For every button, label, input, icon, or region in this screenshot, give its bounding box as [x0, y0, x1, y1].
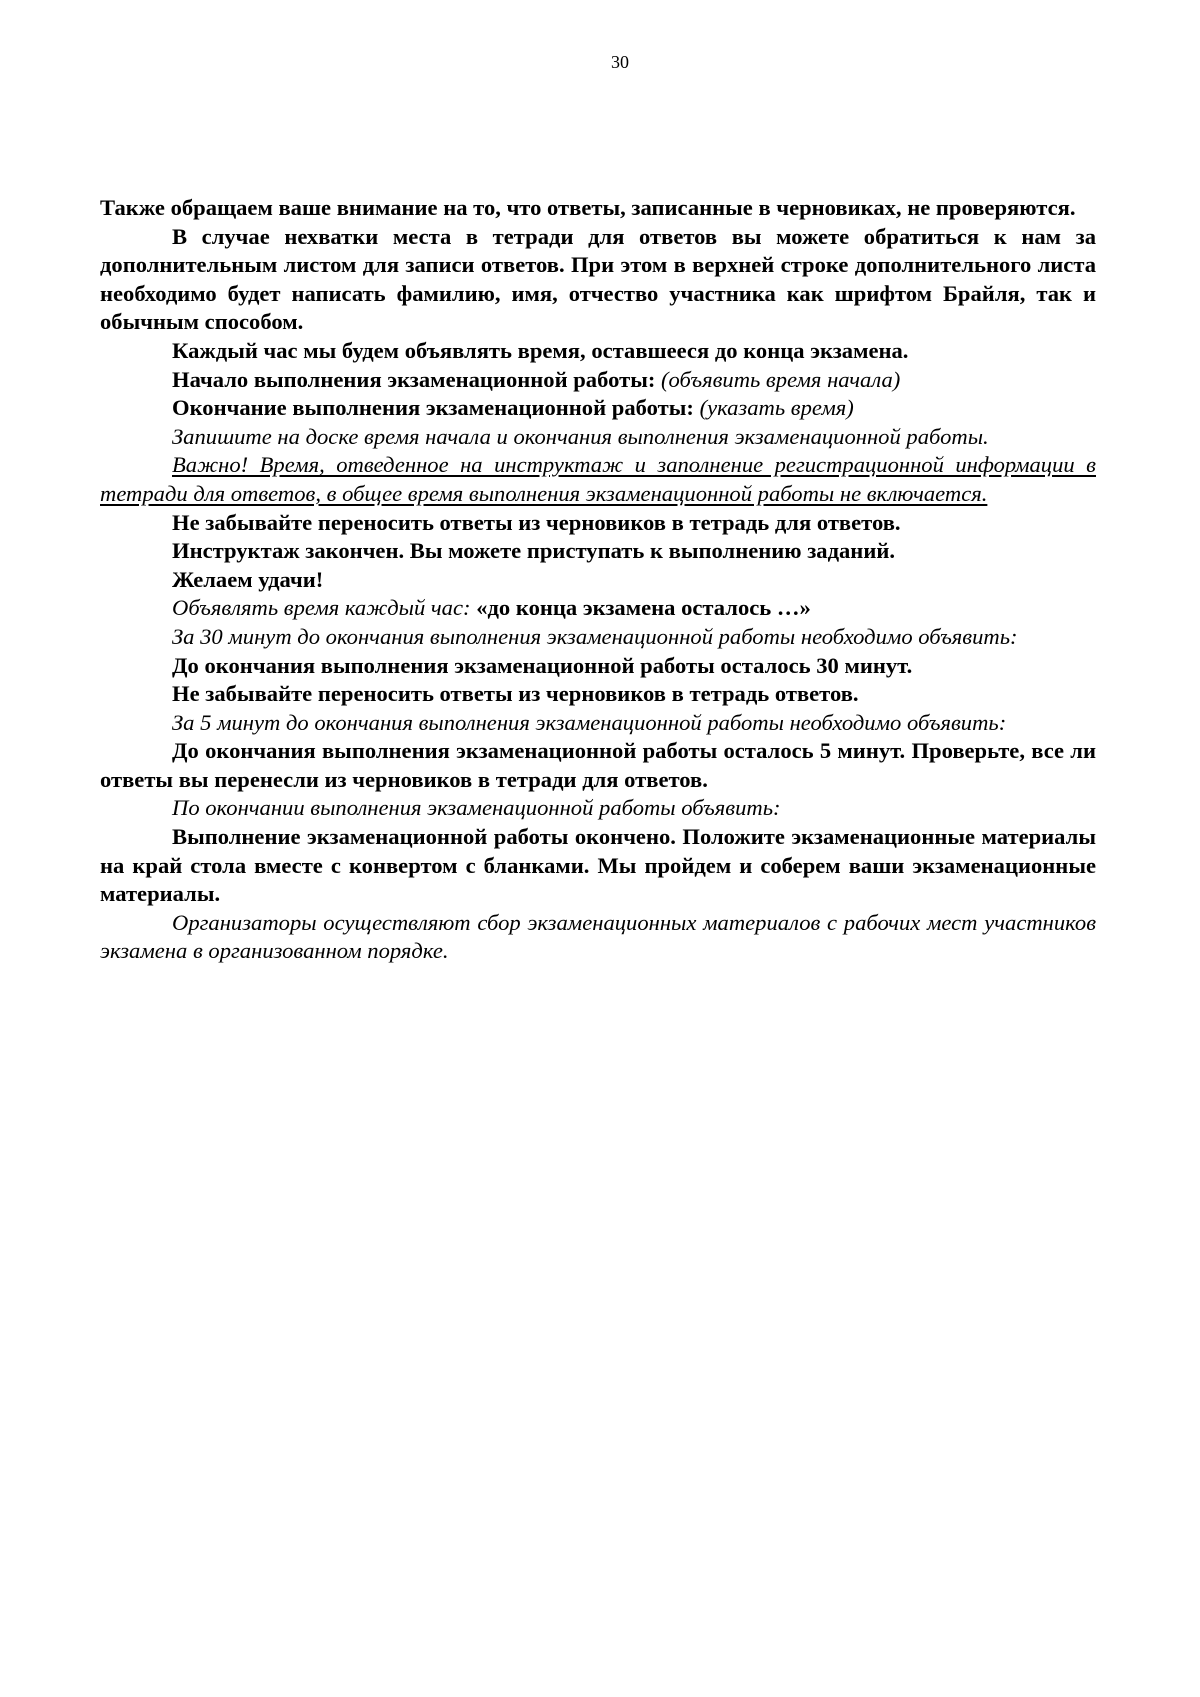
paragraph-work-finished: Выполнение экзаменационной работы окончено. Положите экзаменационные материалы на край стола вместе с конвертом с бланками. Мы пройдем и соберем ваши экзаменационные материалы. [100, 824, 1096, 907]
paragraph-end-instruction: По окончании выполнения экзаменационной работы объявить: [172, 795, 781, 821]
announce-hourly-instruction: Объявлять время каждый час: [172, 595, 471, 621]
paragraph-write-on-board: Запишите на доске время начала и окончания выполнения экзаменационной работы. [172, 423, 989, 449]
start-time-label: Начало выполнения экзаменационной работы: [172, 366, 656, 392]
paragraph-extra-sheet: В случае нехватки места в тетради для ответов вы можете обратиться к нам за дополнительным листом для записи ответов. При этом в верхней строке дополнительного листа необходимо будет написать фамилию, имя, отчество участника как шрифтом Брайля, так и обычным способом. [100, 223, 1096, 335]
paragraph-transfer-reminder: Не забывайте переносить ответы из черновиков в тетрадь ответов. [172, 681, 859, 707]
paragraph-hourly-announcement: Каждый час мы будем объявлять время, оставшееся до конца экзамена. [172, 337, 909, 363]
start-time-instruction: (объявить время начала) [661, 366, 901, 392]
end-time-instruction: (указать время) [699, 395, 854, 421]
paragraph-transfer-answers: Не забывайте переносить ответы из черновиков в тетрадь для ответов. [172, 509, 901, 535]
paragraph-end-time [100, 394, 1096, 423]
paragraph-important-note: Важно! Время, отведенное на инструктаж и заполнение регистрационной информации в тетради для ответов, в общее время выполнения экзаменационной работы не включается. [100, 452, 1096, 506]
announce-hourly-phrase: «до конца экзамена осталось …» [476, 595, 811, 621]
paragraph-30-min-left: До окончания выполнения экзаменационной работы осталось 30 минут. [172, 652, 913, 678]
paragraph-start-time [100, 366, 1096, 395]
document-body [100, 194, 1096, 966]
paragraph-good-luck: Желаем удачи! [172, 566, 324, 592]
paragraph-drafts-not-checked: Также обращаем ваше внимание на то, что ответы, записанные в черновиках, не проверяются. [100, 195, 1076, 220]
paragraph-announce-hourly [100, 594, 1096, 623]
end-time-label: Окончание выполнения экзаменационной работы: [172, 395, 694, 421]
paragraph-30-min-instruction: За 30 минут до окончания выполнения экзаменационной работы необходимо объявить: [172, 623, 1018, 649]
page-number: 30 [611, 52, 629, 72]
paragraph-5-min-left: До окончания выполнения экзаменационной работы осталось 5 минут. Проверьте, все ли ответы вы перенесли из черновиков в тетради для ответов. [100, 738, 1096, 792]
paragraph-collect-materials: Организаторы осуществляют сбор экзаменационных материалов с рабочих мест участников экзамена в организованном порядке. [100, 909, 1096, 964]
paragraph-5-min-instruction: За 5 минут до окончания выполнения экзаменационной работы необходимо объявить: [172, 709, 1007, 735]
paragraph-briefing-finished: Инструктаж закончен. Вы можете приступать к выполнению заданий. [172, 538, 895, 564]
